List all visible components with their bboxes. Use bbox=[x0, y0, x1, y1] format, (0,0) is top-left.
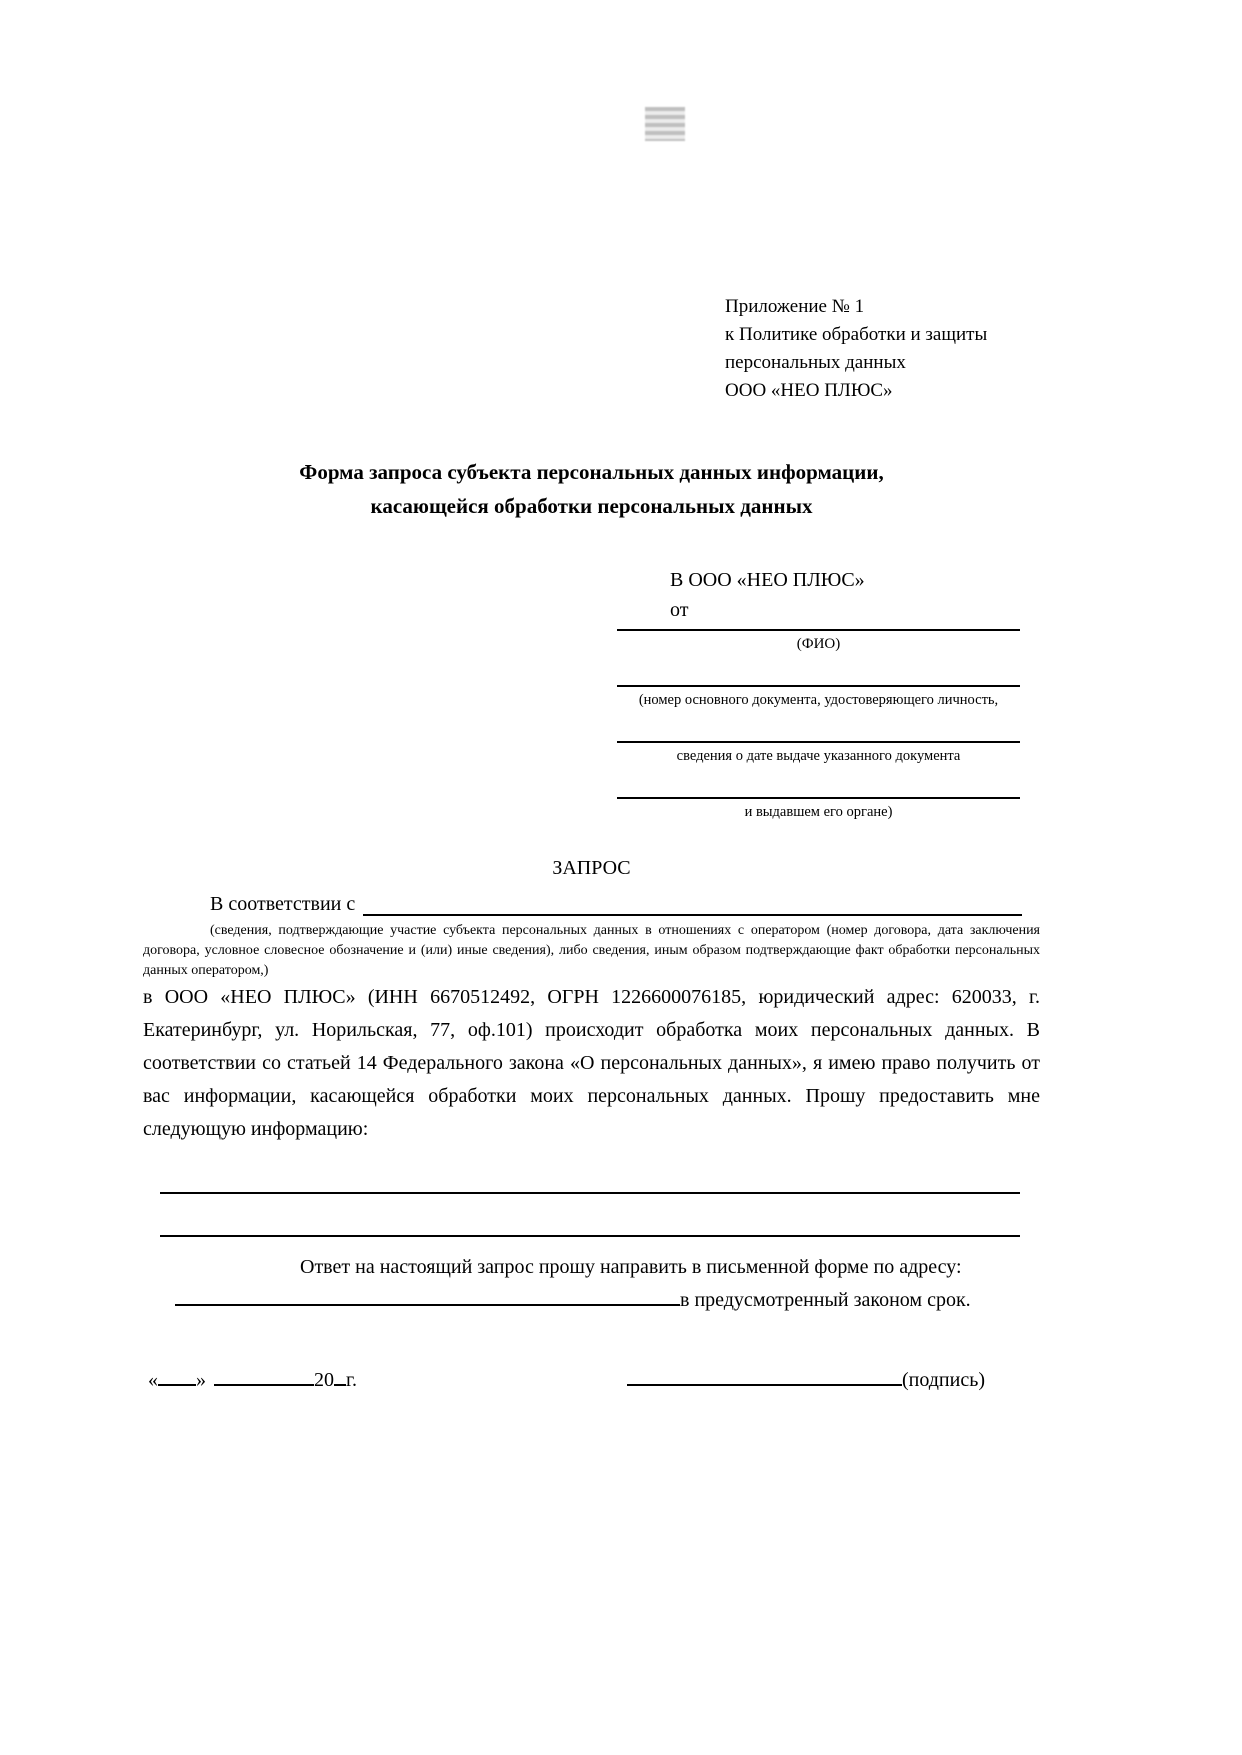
month-field-blank bbox=[214, 1384, 314, 1386]
signature-row bbox=[143, 1365, 1040, 1395]
address-field-blank bbox=[175, 1304, 680, 1306]
year-field-blank bbox=[334, 1384, 346, 1386]
day-field-blank bbox=[158, 1384, 196, 1386]
appendix-line: персональных данных bbox=[725, 352, 906, 373]
appendix-block bbox=[725, 293, 1040, 405]
appendix-line: Приложение № 1 bbox=[725, 296, 865, 317]
intro-line bbox=[143, 888, 1040, 921]
fio-field-label: (ФИО) bbox=[796, 636, 841, 652]
intro-prefix: В соответствии с bbox=[210, 893, 356, 915]
document-number-field-blank bbox=[617, 685, 1020, 711]
issuing-authority-field-label: и выдавшем его органе) bbox=[744, 804, 893, 820]
page-title-line2: касающейся обработки персональных данных bbox=[370, 494, 813, 518]
document-number-field-label: (номер основного документа, удостоверяющего личность, bbox=[638, 692, 999, 708]
information-field-blank-2 bbox=[160, 1235, 1020, 1237]
request-body-paragraph: в ООО «НЕО ПЛЮС» (ИНН 6670512492, ОГРН 1226600076185, юридический адрес: 620033, г. Екатеринбург, ул. Норильская, 77, оф.101) происходит обработка моих персональных данных. В соответствии со статьей 14 Федерального закона «О персональных данных», я имею право получить от вас информации, касающейся обработки моих персональных данных. Прошу предоставить мне следующую информацию: bbox=[143, 986, 1040, 1140]
appendix-line: ООО «НЕО ПЛЮС» bbox=[725, 380, 893, 401]
signature-label: (подпись) bbox=[901, 1369, 985, 1391]
intro-field-blank bbox=[363, 888, 1022, 916]
page-title bbox=[143, 455, 1040, 523]
year-suffix: г. bbox=[346, 1369, 357, 1391]
fio-field-blank bbox=[617, 629, 1020, 655]
quote-open: « bbox=[148, 1369, 158, 1391]
issue-date-field-label: сведения о дате выдаче указанного документа bbox=[676, 748, 961, 764]
blurred-logo-image bbox=[645, 107, 685, 141]
appendix-line: к Политике обработки и защиты bbox=[725, 324, 988, 345]
signature-blank-group bbox=[627, 1365, 985, 1395]
fine-print-note: (сведения, подтверждающие участие субъекта персональных данных в отношениях с оператором (номер договора, дата заключения договора, условное словесное обозначение и (или) иные сведения), либо сведения, иным образом подтверждающие факт обработки персональных данных оператором,) bbox=[143, 923, 1040, 978]
signature-field-blank bbox=[627, 1384, 902, 1386]
page-title-line1: Форма запроса субъекта персональных данных информации, bbox=[299, 460, 884, 484]
date-blank-group bbox=[148, 1365, 357, 1395]
addressee-to: В ООО «НЕО ПЛЮС» bbox=[670, 569, 865, 591]
year-text: 20 bbox=[314, 1369, 334, 1391]
paragraph-indent bbox=[143, 888, 210, 921]
issuing-authority-field-blank bbox=[617, 797, 1020, 823]
reply-instruction-line1: Ответ на настоящий запрос прошу направить в письменной форме по адресу: bbox=[300, 1256, 962, 1278]
request-heading: ЗАПРОС bbox=[552, 857, 631, 879]
addressee-block bbox=[617, 565, 1020, 823]
issue-date-field-blank bbox=[617, 741, 1020, 767]
quote-close: » bbox=[196, 1369, 206, 1391]
addressee-from: от bbox=[670, 599, 689, 621]
reply-line2-text: в предусмотренный законом срок. bbox=[680, 1289, 971, 1311]
information-field-blank-1 bbox=[160, 1192, 1020, 1194]
reply-instruction-line2 bbox=[143, 1284, 1040, 1317]
